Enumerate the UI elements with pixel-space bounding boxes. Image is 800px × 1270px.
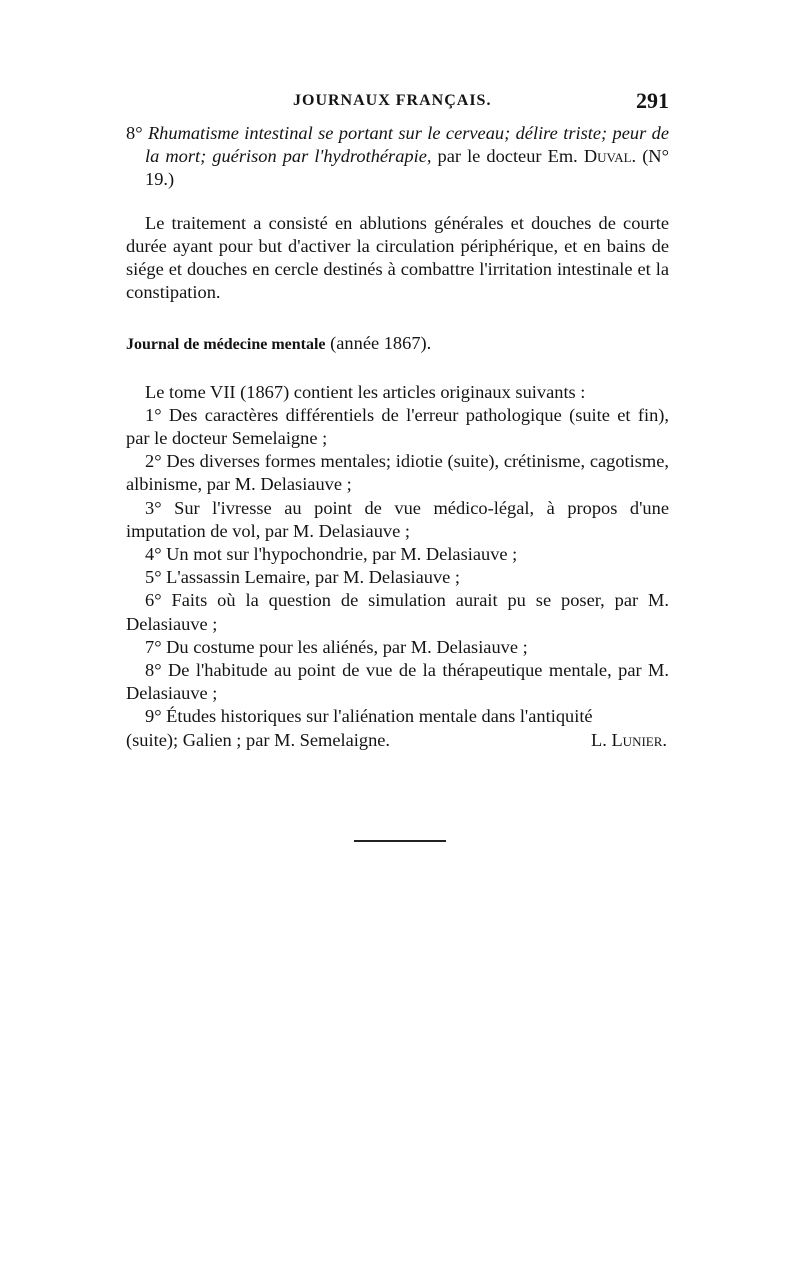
entry-8-author-name: Duval.	[583, 146, 637, 167]
entry-8-ref: (N° 19.)	[145, 146, 669, 190]
article-item-9-line2	[126, 729, 669, 752]
section-divider-rule	[354, 840, 446, 842]
running-title: JOURNAUX FRANÇAIS.	[293, 92, 492, 109]
page-number: 291	[636, 88, 669, 113]
section-heading	[126, 332, 669, 356]
running-head	[126, 88, 669, 122]
article-item-9-line1: 9° Études historiques sur l'aliénation mentale dans l'antiquité	[145, 706, 593, 727]
document-page	[126, 88, 669, 1248]
article-item-1: 1° Des caractères différentiels de l'erreur pathologique (suite et fin), par le docteur Semelaigne ;	[126, 404, 669, 449]
article-item-3: 3° Sur l'ivresse au point de vue médico-légal, à propos d'une imputation de vol, par M. Delasiauve ;	[126, 497, 669, 541]
author-signature: L. Lunier.	[591, 729, 667, 750]
treatment-paragraph: Le traitement a consisté en ablutions générales et douches de courte durée ayant pour but d'activer la circulation périphérique, et en bains de siége et douches en cercle destinés à combattre l'irritation intestinale et la constipation.	[126, 212, 669, 303]
article-item-8: 8° De l'habitude au point de vue de la thérapeutique mentale, par M. Delasiauve ;	[126, 660, 669, 704]
entry-8-number: 8°	[126, 123, 143, 143]
article-item-7: 7° Du costume pour les aliénés, par M. Delasiauve ;	[145, 636, 528, 657]
article-item-4: 4° Un mot sur l'hypochondrie, par M. Delasiauve ;	[145, 544, 518, 565]
section-heading-title: Journal de médecine mentale	[126, 336, 326, 354]
entry-8-title: Rhumatisme intestinal se portant sur le cerveau; délire triste; peur de la mort; guérison par l'hydrothérapie,	[145, 123, 669, 167]
article-item-5: 5° L'assassin Lemaire, par M. Delasiauve ;	[145, 567, 461, 588]
entry-8-author-prefix: Em.	[547, 146, 578, 167]
entry-8	[126, 122, 669, 192]
intro-paragraph: Le tome VII (1867) contient les articles originaux suivants :	[145, 381, 586, 402]
article-item-9-text: (suite); Galien ; par M. Semelaigne.	[126, 729, 391, 750]
article-item-6: 6° Faits où la question de simulation aurait pu se poser, par M. Delasiauve ;	[126, 590, 669, 634]
article-item-9	[126, 705, 669, 728]
article-item-2: 2° Des diverses formes mentales; idiotie (suite), crétinisme, cagotisme, albinisme, par M. Delasiauve ;	[126, 451, 669, 495]
entry-8-byline: par le docteur	[437, 146, 542, 167]
section-heading-year: (année 1867).	[330, 333, 432, 354]
